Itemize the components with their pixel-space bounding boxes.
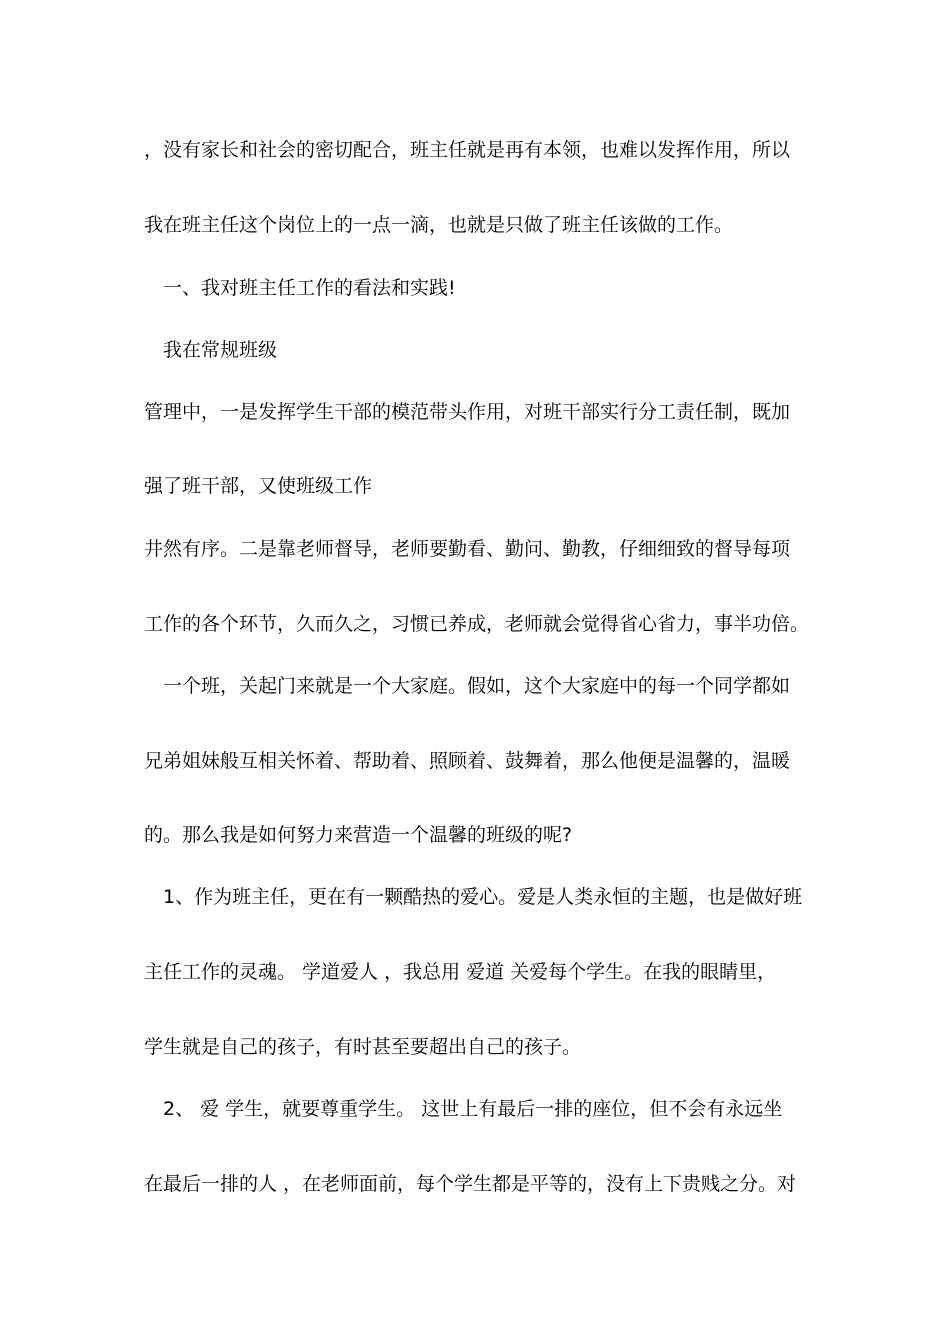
text-line: 我在常规班级 [163,339,278,361]
section-heading: 一、我对班主任工作的看法和实践! [163,277,456,299]
text-line: 主任工作的灵魂。 学道爱人 ，我总用 爱道 关爱每个学生。在我的眼睛里， [144,961,777,983]
text-line: 管理中，一是发挥学生干部的模范带头作用，对班干部实行分工责任制，既加 [144,401,791,423]
text-line: 强了班干部，又使班级工作 [144,475,373,497]
text-line: 的。那么我是如何努力来营造一个温馨的班级的呢? [144,824,573,846]
text-line: 井然有序。二是靠老师督导，老师要勤看、勤问、勤教，仔细细致的督导每项 [144,538,791,560]
text-line: 2、 爱 学生，就要尊重学生。 这世上有最后一排的座位，但不会有永远坐 [163,1098,783,1120]
text-line: 工作的各个环节，久而久之，习惯已养成，老师就会觉得省心省力，事半功倍。 [144,613,810,635]
text-line: 一个班，关起门来就是一个大家庭。假如，这个大家庭中的每一个同学都如 [163,675,791,697]
text-line: 在最后一排的人 ，在老师面前，每个学生都是平等的，没有上下贵贱之分。对 [144,1173,797,1195]
text-line: ，没有家长和社会的密切配合，班主任就是再有本领，也难以发挥作用，所以 [144,139,791,161]
text-line: 兄弟姐妹般互相关怀着、帮助着、照顾着、鼓舞着，那么他便是温馨的，温暖 [144,750,791,772]
text-line: 我在班主任这个岗位上的一点一滴，也就是只做了班主任该做的工作。 [144,214,734,236]
text-line: 1、作为班主任，更在有一颗酷热的爱心。爱是人类永恒的主题，也是做好班 [163,886,803,908]
text-line: 学生就是自己的孩子，有时甚至要超出自己的孩子。 [144,1036,582,1058]
